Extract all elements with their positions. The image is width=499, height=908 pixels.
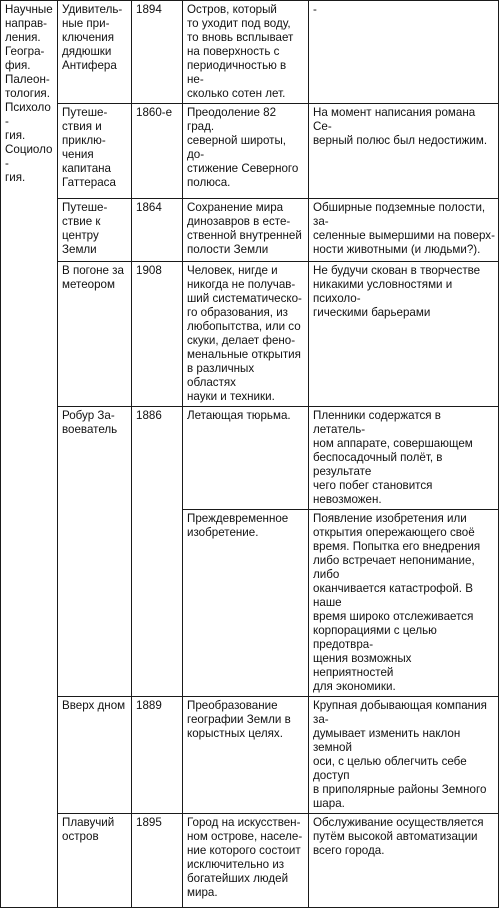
comment-cell: Пленники содержатся в летатель- ном аппарате, совершающем беспосадочный полёт, в результате чего побег становится невозможен. <box>309 407 499 510</box>
year-cell: 1860-е <box>132 104 183 199</box>
idea-cell: Город на искусствен- ном острове, населе- ние которого состоит исключительно из богатейших людей мира. <box>183 814 309 908</box>
table-row <box>1 697 499 814</box>
title-cell: Плавучий остров <box>58 814 132 908</box>
comment-cell: Появление изобретения или открытия опережающего своё время. Попытка его внедрения либо встречает непонимание, либо оканчивается катастрофой. В наше время широко отслеживается корпорациями с целью предотвра- щения возможных неприятностей для экономики. <box>309 510 499 697</box>
comment-cell: Крупная добывающая компания за- думывает изменить наклон земной оси, с целью облегчить себе доступ в приполярные районы Земного шара. <box>309 697 499 814</box>
comment-cell: На момент написания романа Се- верный полюс был недостижим. <box>309 104 499 199</box>
table-row <box>1 199 499 262</box>
table-row <box>1 262 499 407</box>
year-cell: 1895 <box>132 814 183 908</box>
title-cell: В погоне за метеором <box>58 262 132 407</box>
table-row <box>1 814 499 908</box>
table-row <box>1 407 499 510</box>
idea-cell: Остров, который то уходит под воду, то вновь всплывает на поверхность с периодичностью в не- сколько сотен лет. <box>183 1 309 104</box>
idea-cell: Преждевременное изобретение. <box>183 510 309 697</box>
idea-cell: Преобразование географии Земли в корыстных целях. <box>183 697 309 814</box>
title-cell: Вверх дном <box>58 697 132 814</box>
comment-cell: Обширные подземные полости, за- селенные вымершими на поверх- ности животными (и людьми?). <box>309 199 499 262</box>
title-cell: Удивитель- ные при- ключения дядюшки Антифера <box>58 1 132 104</box>
comment-cell: Не будучи скован в творчестве никакими условностями и психоло- гическими барьерами <box>309 262 499 407</box>
year-cell: 1886 <box>132 407 183 697</box>
category-cell: Научные направ- ления. Геогра- фия. Палеон- тология. Психоло- гия. Социоло- гия. <box>1 1 58 908</box>
table-row <box>1 1 499 104</box>
idea-cell: Преодоление 82 град. северной широты, до- стижение Северного полюса. <box>183 104 309 199</box>
idea-cell: Летающая тюрьма. <box>183 407 309 510</box>
year-cell: 1908 <box>132 262 183 407</box>
comment-cell: Обслуживание осуществляется путём высокой автоматизации всего города. <box>309 814 499 908</box>
year-cell: 1889 <box>132 697 183 814</box>
year-cell: 1894 <box>132 1 183 104</box>
title-cell: Робур За- воеватель <box>58 407 132 697</box>
title-cell: Путеше- ствие к центру Земли <box>58 199 132 262</box>
comment-cell: - <box>309 1 499 104</box>
title-cell: Путеше- ствия и приклю- чения капитана Гаттераса <box>58 104 132 199</box>
table-row <box>1 104 499 199</box>
idea-cell: Сохранение мира динозавров в есте- ственной внутренней полости Земли <box>183 199 309 262</box>
year-cell: 1864 <box>132 199 183 262</box>
idea-cell: Человек, нигде и никогда не получав- ший систематическо- го образования, из любопытства, или со скуки, делает фено- менальные открытия в различных областях науки и техники. <box>183 262 309 407</box>
